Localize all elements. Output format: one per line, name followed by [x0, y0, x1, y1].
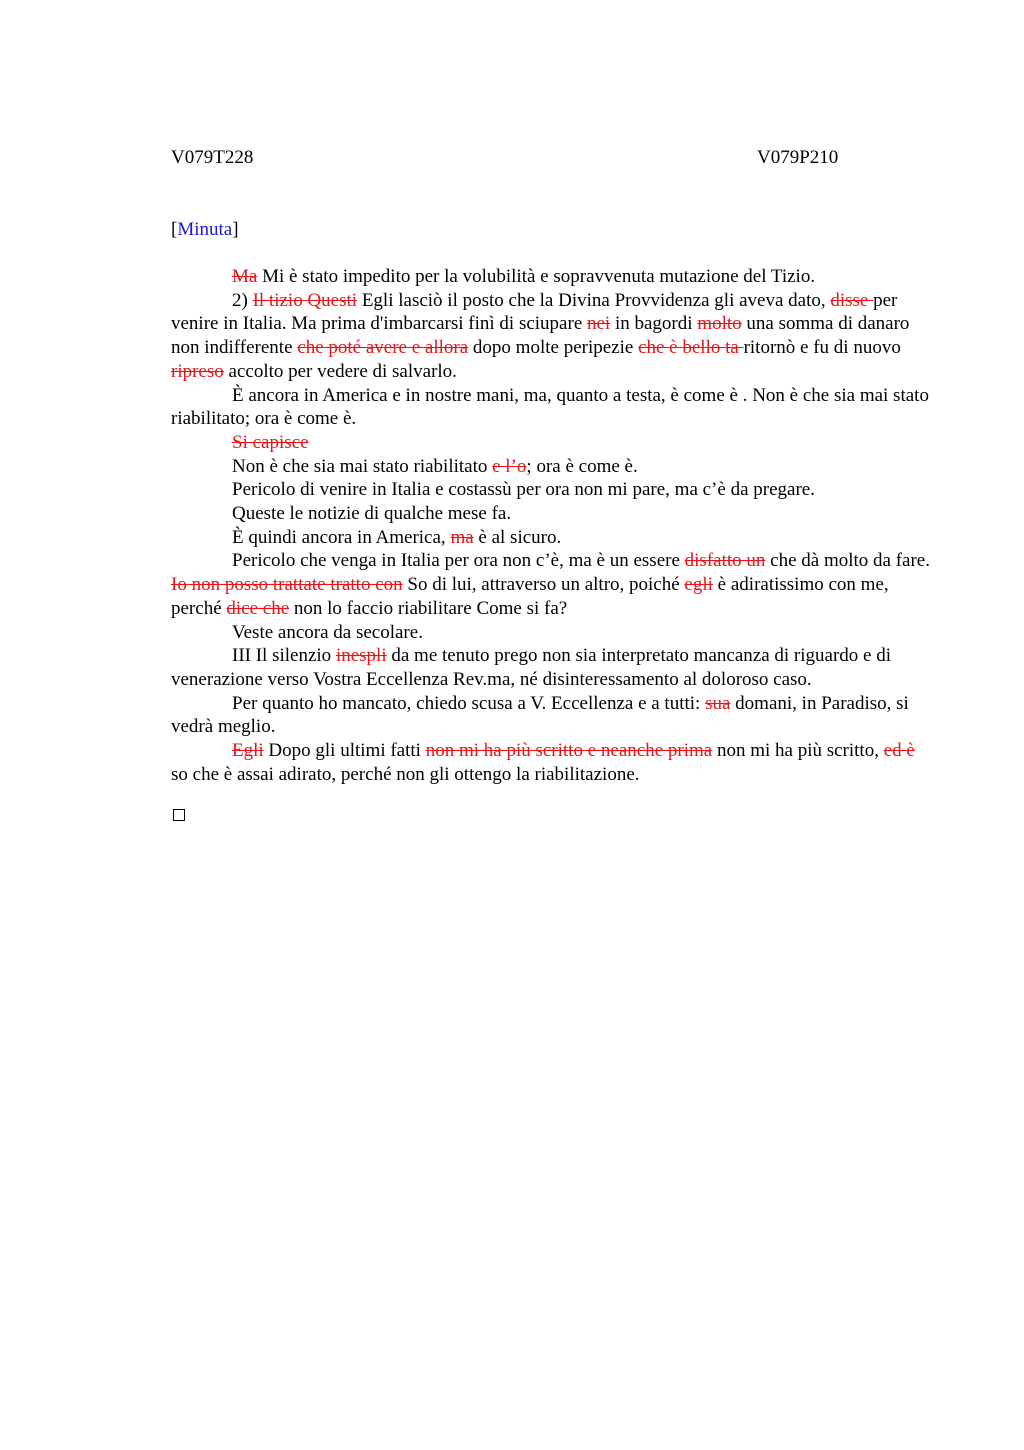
deleted-text: molto [697, 313, 742, 335]
text-segment: è adiratissimo con me, perché [171, 574, 889, 619]
deleted-text: disfatto un [684, 550, 766, 572]
text-segment: dopo molte peripezie [468, 337, 639, 359]
document-code-left: V079T228 [171, 147, 254, 168]
text-segment: Pericolo di venire in Italia e costassù per ora non mi pare, ma c’è da pregare. [232, 479, 815, 501]
deleted-text: non mi ha più scritto e neanche prima [425, 740, 713, 762]
text-segment: domani, in Paradiso, si vedrà meglio. [171, 692, 909, 738]
text-segment: una somma di danaro non indifferente [171, 313, 910, 359]
text-segment: Per quanto ho mancato, chiedo scusa a V. Eccellenza e a tutti: [232, 692, 706, 714]
text-segment: È quindi ancora in America, [232, 526, 451, 548]
deleted-text: nei [587, 313, 611, 335]
text-segment: ; ora è come è. [526, 455, 638, 477]
text-segment: III Il silenzio [232, 645, 336, 667]
paragraph [171, 265, 931, 289]
document-code-right: V079P210 [757, 147, 839, 168]
text-segment: Pericolo che venga in Italia per ora non c’è, ma è un essere [232, 550, 685, 572]
text-segment: non lo faccio riabilitare Come si fa? [289, 597, 568, 619]
deleted-text: che è bello ta [638, 337, 744, 359]
square-box-icon [173, 809, 185, 821]
text-segment: è al sicuro. [473, 526, 562, 548]
deleted-text: ripreso [171, 360, 224, 382]
paragraph [171, 549, 931, 620]
paragraph [171, 621, 931, 645]
open-bracket: [ [171, 219, 178, 240]
paragraph [171, 526, 931, 550]
paragraph [171, 692, 931, 739]
text-segment: È ancora in America e in nostre mani, ma, quanto a testa, è come è . Non è che sia mai stato riabilitato; ora è come è. [171, 384, 929, 430]
text-segment: Mi è stato impedito per la volubilità e sopravvenuta mutazione del Tizio. [257, 266, 816, 287]
deleted-text: Il tizio Questi [252, 289, 358, 311]
paragraph [171, 502, 931, 526]
text-segment: in bagordi [610, 313, 698, 335]
text-segment: Queste le notizie di qualche mese fa. [232, 503, 512, 525]
text-segment: per venire in Italia. Ma prima d'imbarcarsi finì di sciupare [171, 289, 898, 335]
text-segment: che dà molto da fare. [765, 550, 930, 572]
text-segment: so che è assai adirato, perché non gli ottengo la riabilitazione. [171, 763, 640, 785]
close-bracket: ] [232, 219, 239, 240]
section-label [171, 218, 931, 242]
document-page [171, 146, 931, 821]
text-segment: Dopo gli ultimi fatti [263, 740, 426, 762]
text-segment: Egli lasciò il posto che la Divina Provvidenza gli aveva dato, [357, 289, 831, 311]
document-body [171, 265, 931, 786]
section-label-minuta[interactable]: Minuta [177, 219, 233, 240]
text-segment: Veste ancora da secolare. [232, 621, 423, 643]
deleted-text: ma [450, 526, 474, 548]
document-header [171, 146, 931, 170]
text-segment: ritornò e fu di nuovo [743, 337, 901, 359]
paragraph [171, 431, 931, 455]
deleted-text: dice che [226, 597, 290, 619]
deleted-text: disse [830, 289, 874, 311]
text-segment: non mi ha più scritto, [712, 740, 884, 762]
deleted-text: Io non posso trattate tratto con [171, 574, 403, 596]
deleted-text: inespli [335, 645, 387, 667]
deleted-text: che poté avere e allora [297, 337, 469, 359]
text-segment: da me tenuto prego non sia interpretato mancanza di riguardo e di venerazione verso Vostra Eccellenza Rev.ma, né disinteressamento al doloroso caso. [171, 645, 891, 690]
deleted-text: Si capisce [232, 431, 309, 453]
paragraph [171, 478, 931, 502]
paragraph [171, 384, 931, 431]
deleted-text: egli [684, 574, 713, 596]
paragraph [171, 739, 931, 786]
text-segment: 2) [232, 289, 253, 311]
text-segment: So di lui, attraverso un altro, poiché [402, 574, 685, 596]
deleted-text: ed è [883, 740, 915, 762]
paragraph [171, 455, 931, 479]
text-segment: Non è che sia mai stato riabilitato [232, 455, 493, 477]
text-segment: accolto per vedere di salvarlo. [223, 360, 457, 382]
deleted-text: Egli [232, 740, 264, 762]
deleted-text: sua [705, 692, 731, 714]
deleted-text: e l’o [492, 455, 527, 477]
deleted-text: Ma [232, 266, 258, 287]
paragraph [171, 644, 931, 691]
paragraph [171, 289, 931, 384]
